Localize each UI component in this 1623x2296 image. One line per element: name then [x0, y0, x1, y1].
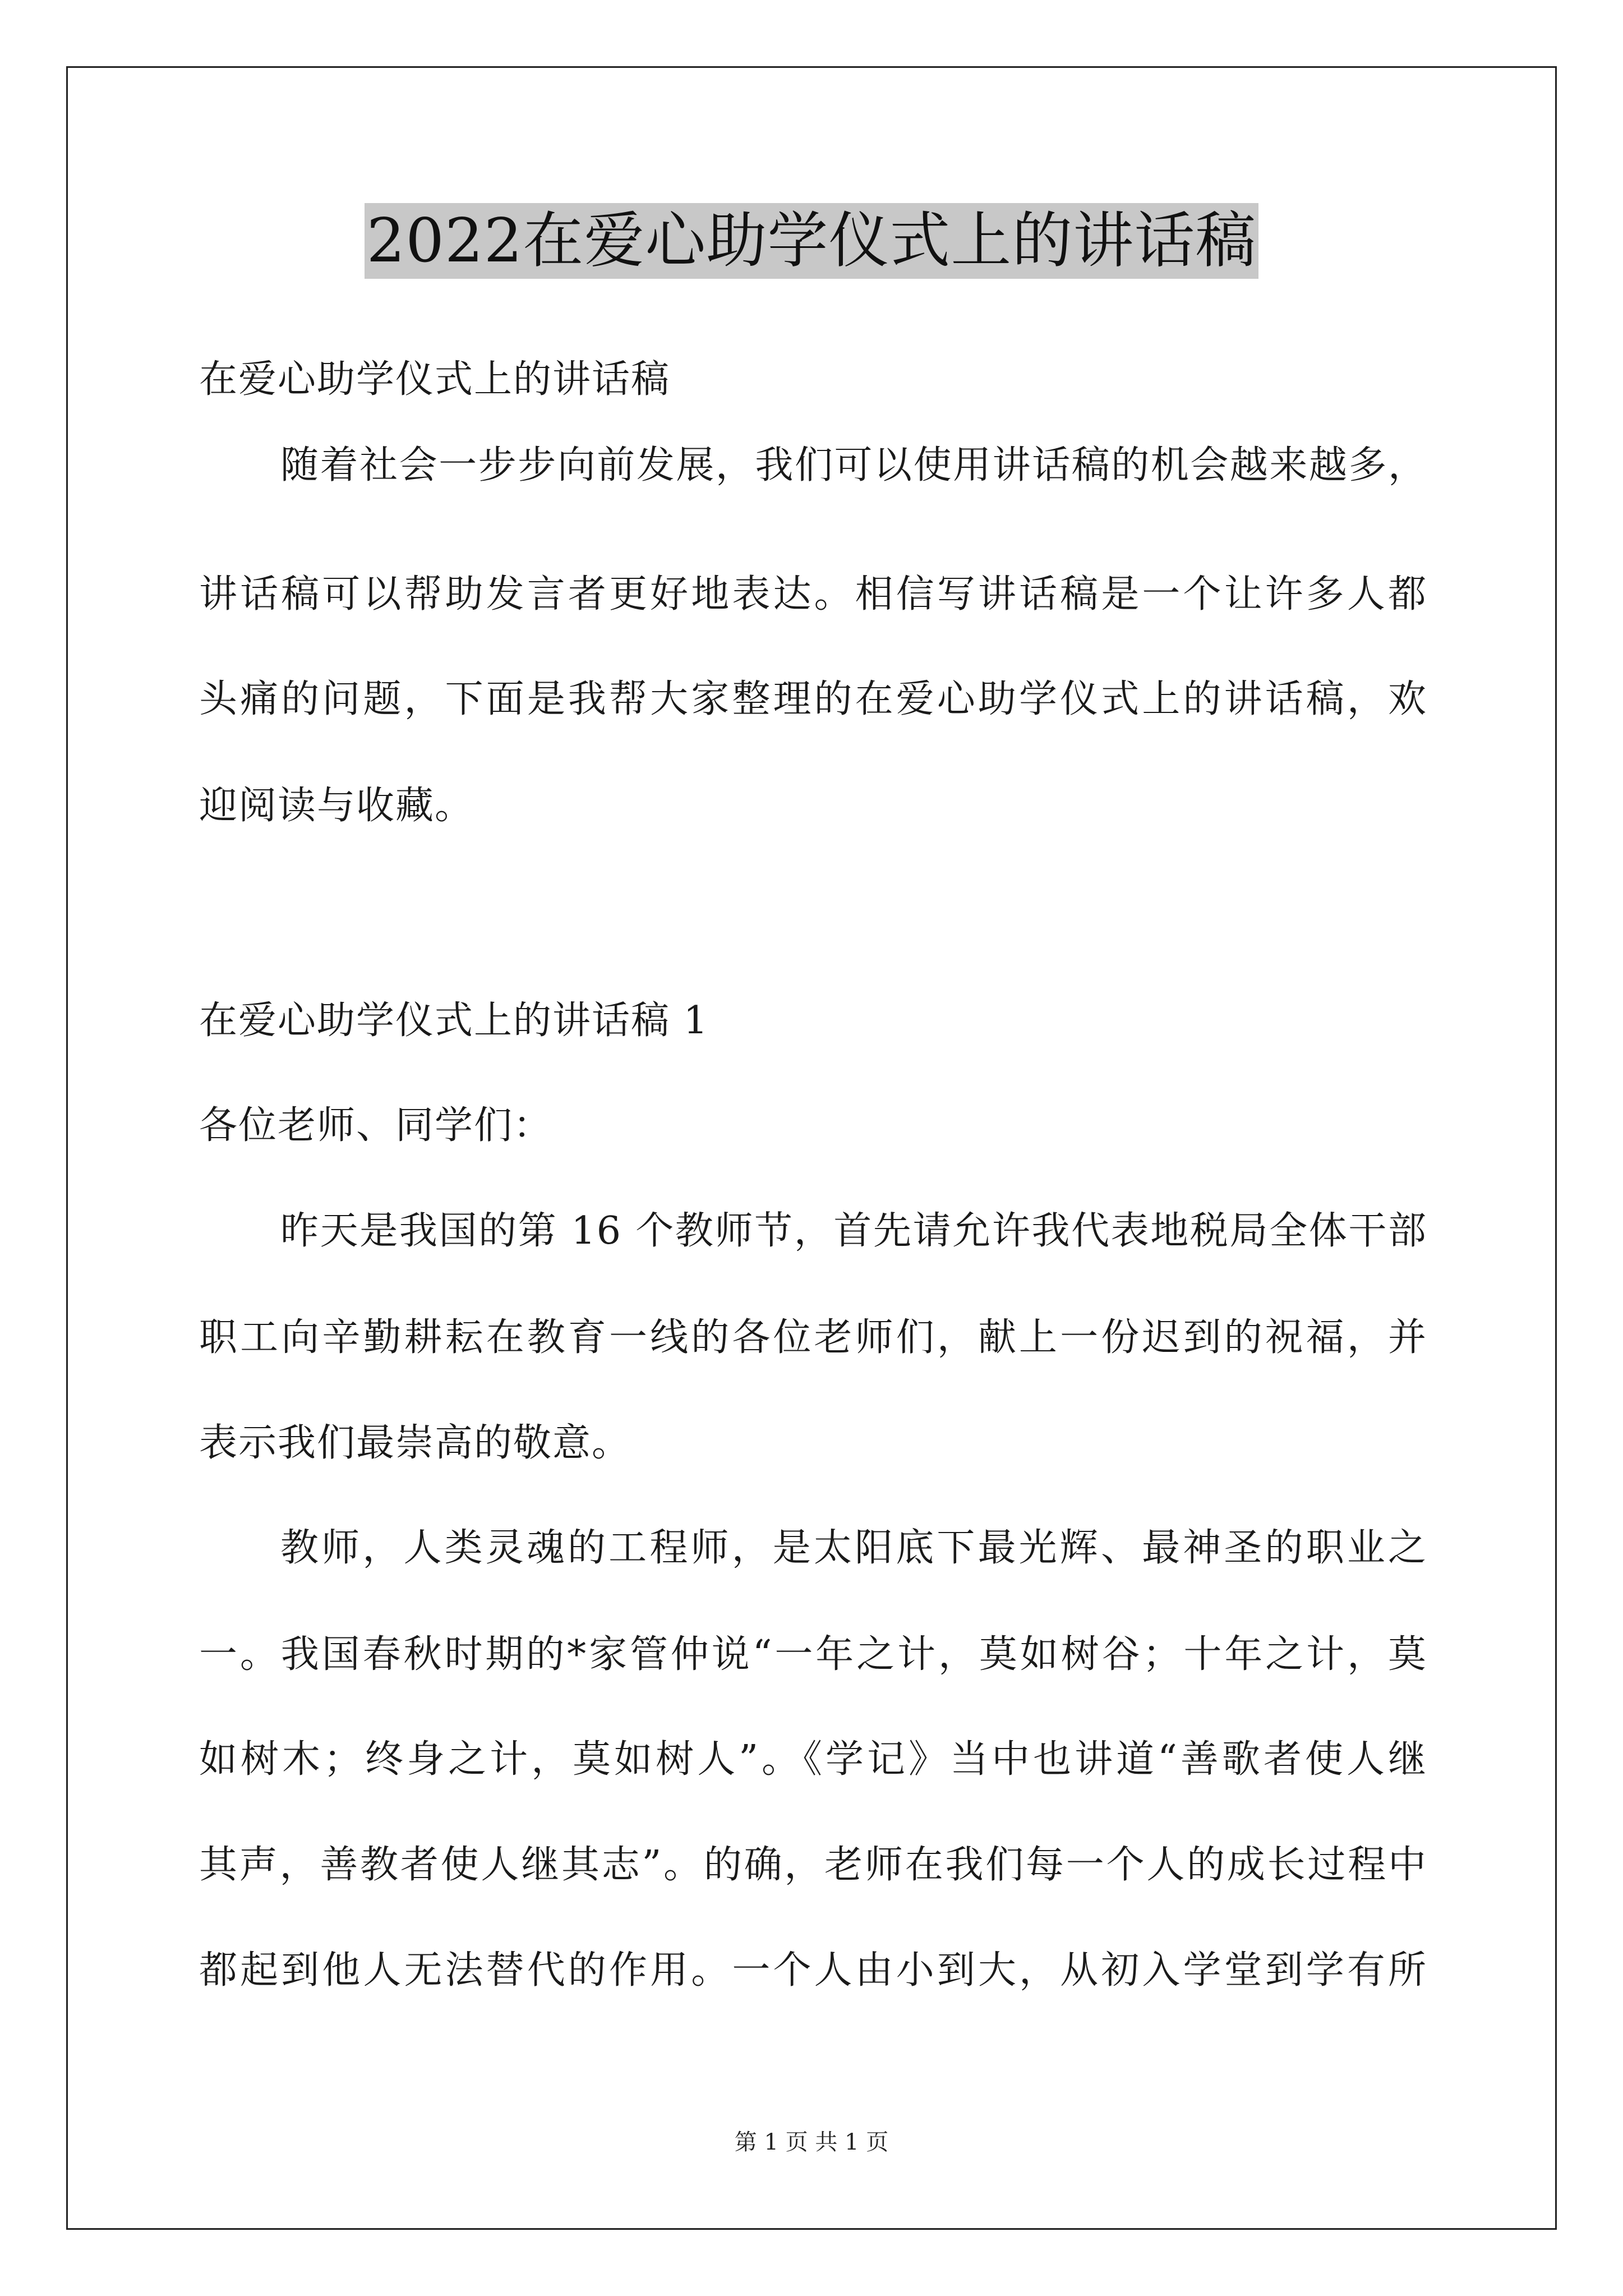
subtitle: 在爱心助学仪式上的讲话稿 [199, 357, 671, 402]
intro-line: 头痛的问题，下面是我帮大家整理的在爱心助学仪式上的讲话稿，欢 [199, 677, 1427, 721]
paragraph-line: 都起到他人无法替代的作用。一个人由小到大，从初入学堂到学有所 [199, 1948, 1427, 1993]
paragraph-line: 如树木；终身之计，莫如树人”。《学记》当中也讲道“善歌者使人继 [199, 1737, 1427, 1782]
paragraph-line: 昨天是我国的第 16 个教师节，首先请允许我代表地税局全体干部 [280, 1209, 1427, 1253]
paragraph-line: 其声，善教者使人继其志”。的确，老师在我们每一个人的成长过程中 [199, 1843, 1427, 1887]
page-footer: 第 1 页 共 1 页 [734, 2129, 889, 2155]
title-container [0, 203, 1623, 279]
salutation: 各位老师、同学们： [199, 1103, 553, 1148]
intro-line: 随着社会一步步向前发展，我们可以使用讲话稿的机会越来越多， [280, 443, 1427, 487]
paragraph-line: 职工向辛勤耕耘在教育一线的各位老师们，献上一份迟到的祝福，并 [199, 1315, 1427, 1360]
intro-line: 讲话稿可以帮助发言者更好地表达。相信写讲话稿是一个让许多人都 [199, 572, 1427, 616]
document-title: 2022在爱心助学仪式上的讲话稿 [365, 203, 1259, 279]
paragraph-line: 教师，人类灵魂的工程师，是太阳底下最光辉、最神圣的职业之 [280, 1526, 1427, 1570]
paragraph-line: 一。我国春秋时期的*家管仲说“一年之计，莫如树谷；十年之计，莫 [199, 1632, 1427, 1677]
intro-line: 迎阅读与收藏。 [199, 784, 474, 828]
section-heading: 在爱心助学仪式上的讲话稿 1 [199, 999, 709, 1043]
paragraph-line: 表示我们最崇高的敬意。 [199, 1421, 631, 1465]
